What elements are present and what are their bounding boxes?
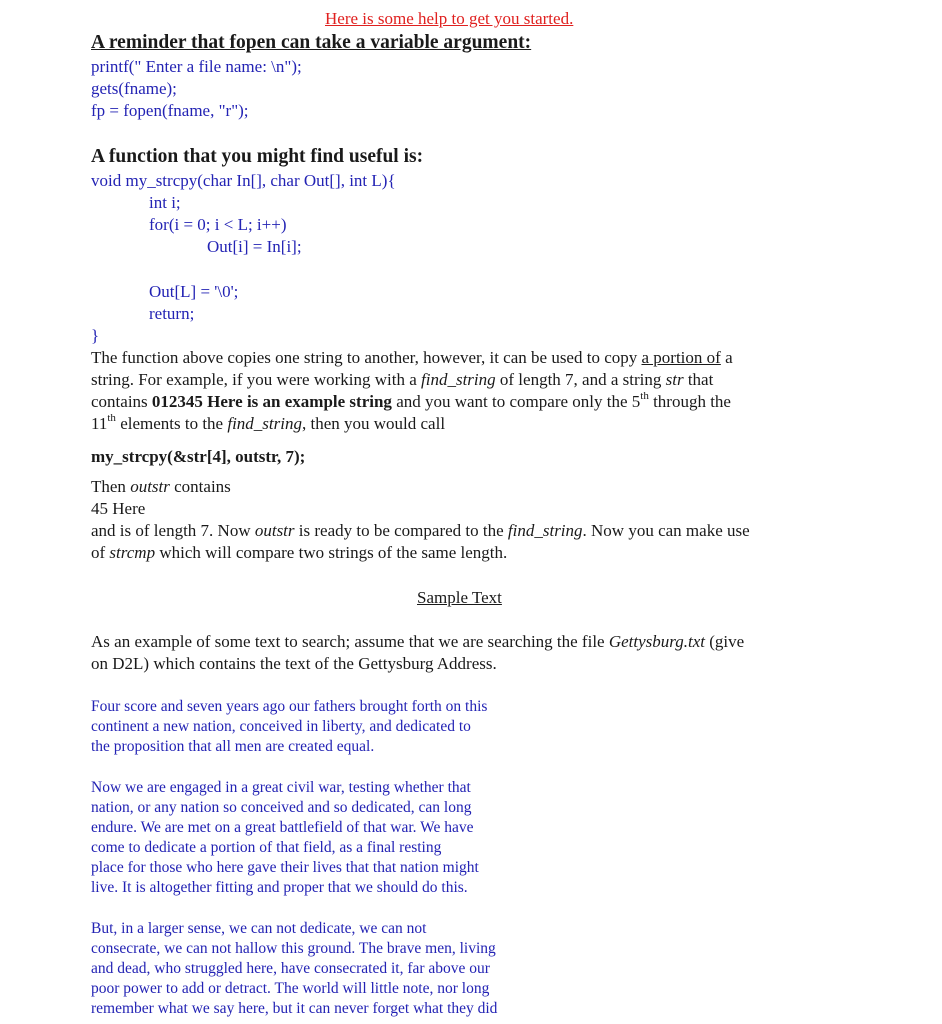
explanation-line: contains 012345 Here is an example string and you want to compare only the 5th through the — [91, 390, 731, 411]
explanation-line: Then outstr contains — [91, 477, 231, 496]
portion-link: a portion of — [641, 348, 721, 367]
code-line: Out[L] = '\0'; — [149, 282, 239, 301]
code-line: int i; — [149, 193, 181, 212]
explanation-line: 11th elements to the find_string, then you would call — [91, 412, 446, 433]
gettysburg-line: come to dedicate a portion of that field, as a final resting — [91, 839, 442, 856]
header-note: Here is some help to get you started. — [325, 9, 574, 28]
code-signature: void my_strcpy(char In[], char Out[], int L){ — [91, 171, 396, 190]
result-value: 45 Here — [91, 499, 146, 518]
gettysburg-line: But, in a larger sense, we can not dedicate, we can not — [91, 920, 427, 937]
explanation-line: string. For example, if you were working with a find_string of length 7, and a string str that — [91, 370, 714, 389]
gettysburg-line: live. It is altogether fitting and proper that we should do this. — [91, 879, 468, 896]
gettysburg-line: the proposition that all men are created equal. — [91, 738, 375, 755]
gettysburg-line: poor power to add or detract. The world will little note, nor long — [91, 980, 490, 997]
fopen-heading: A reminder that fopen can take a variable argument: — [91, 32, 532, 53]
code-line: printf(" Enter a file name: \n"); — [91, 57, 302, 76]
gettysburg-line: Now we are engaged in a great civil war, testing whether that — [91, 779, 471, 796]
sample-text-heading: Sample Text — [417, 588, 502, 607]
gettysburg-line: endure. We are met on a great battlefield of that war. We have — [91, 819, 474, 836]
explanation-line: and is of length 7. Now outstr is ready to be compared to the find_string. Now you can make use — [91, 521, 750, 540]
code-line: gets(fname); — [91, 79, 177, 98]
code-line: Out[i] = In[i]; — [207, 237, 302, 256]
sample-intro-line: on D2L) which contains the text of the Gettysburg Address. — [91, 654, 497, 673]
gettysburg-line: place for those who here gave their lives that that nation might — [91, 859, 479, 876]
gettysburg-line: nation, or any nation so conceived and so dedicated, can long — [91, 799, 472, 816]
sample-intro-line: As an example of some text to search; assume that we are searching the file Gettysburg.txt (give — [91, 632, 745, 651]
gettysburg-line: continent a new nation, conceived in liberty, and dedicated to — [91, 718, 471, 735]
code-line: fp = fopen(fname, "r"); — [91, 101, 249, 120]
code-line: for(i = 0; i < L; i++) — [149, 215, 287, 234]
explanation-line: of strcmp which will compare two strings of the same length. — [91, 543, 508, 562]
gettysburg-line: Four score and seven years ago our fathers brought forth on this — [91, 698, 488, 715]
function-call: my_strcpy(&str[4], outstr, 7); — [91, 447, 306, 466]
code-closing-brace: } — [91, 326, 100, 345]
gettysburg-line: consecrate, we can not hallow this ground. The brave men, living — [91, 940, 496, 957]
function-heading: A function that you might find useful is: — [91, 146, 424, 167]
code-line: return; — [149, 304, 195, 323]
gettysburg-line: and dead, who struggled here, have consecrated it, far above our — [91, 960, 490, 977]
explanation-line: The function above copies one string to another, however, it can be used to copy a portion of a — [91, 348, 733, 367]
gettysburg-line: remember what we say here, but it can never forget what they did — [91, 1000, 498, 1017]
